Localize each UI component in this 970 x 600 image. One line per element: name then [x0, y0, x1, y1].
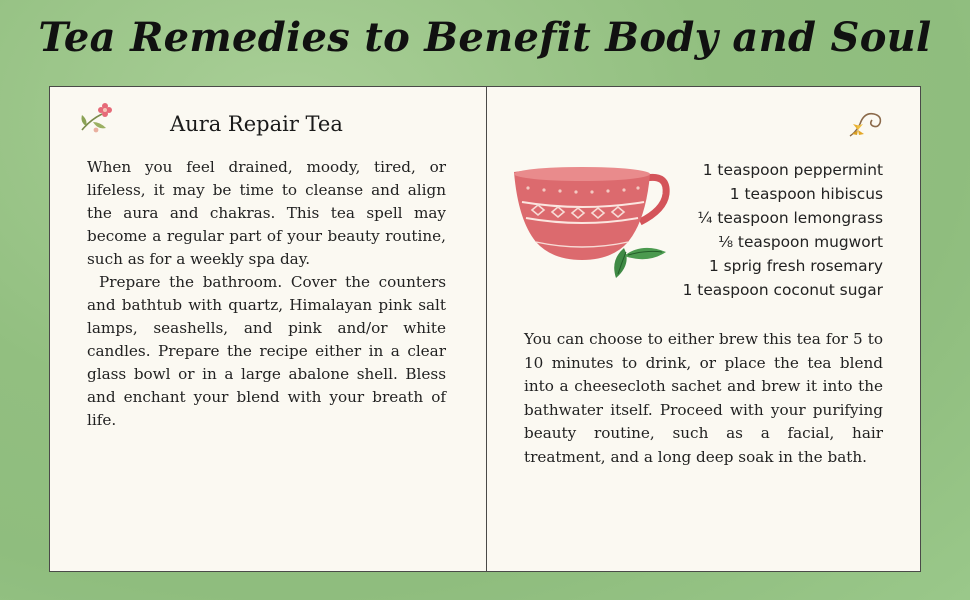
- preparation-paragraph: Prepare the bathroom. Cover the counters and bathtub with quartz, Himalayan pink salt lamps, seashells, and pink and/or white candles. Prepare the recipe either in a clear glass bowl or in a large abalone shell. Bless and enchant your blend with your breath of life.: [87, 273, 446, 429]
- ingredient-item: 1 teaspoon coconut sugar: [682, 281, 883, 299]
- swirl-flower-icon: [846, 106, 888, 140]
- ingredient-item: ¼ teaspoon lemongrass: [697, 209, 883, 227]
- brewing-instructions: You can choose to either brew this tea for 5 to 10 minutes to drink, or place the tea blend into a cheesecloth sachet and brew it into the bathwater itself. Proceed with your purifying beauty routine, such as a facial, hair treatment, and a long deep soak in the bath.: [524, 330, 883, 466]
- recipe-title: Aura Repair Tea: [170, 112, 343, 136]
- ingredient-item: 1 teaspoon peppermint: [702, 161, 883, 179]
- ingredient-item: ⅛ teaspoon mugwort: [718, 233, 883, 251]
- teacup-illustration: [508, 160, 673, 285]
- page-title: Tea Remedies to Benefit Body and Soul: [38, 14, 932, 61]
- intro-paragraph: When you feel drained, moody, tired, or lifeless, it may be time to cleanse and align the aura and chakras. This tea spell may become a regular part of your beauty routine, such as for a weekly spa day.: [87, 158, 446, 268]
- ingredient-item: 1 teaspoon hibiscus: [729, 185, 883, 203]
- ingredient-item: 1 sprig fresh rosemary: [708, 257, 883, 275]
- flower-sprig-icon: [76, 100, 118, 136]
- mint-leaves-icon: [614, 248, 666, 278]
- page-divider: [486, 86, 487, 572]
- recipe-description: [87, 156, 446, 432]
- ingredients-list: [683, 158, 883, 302]
